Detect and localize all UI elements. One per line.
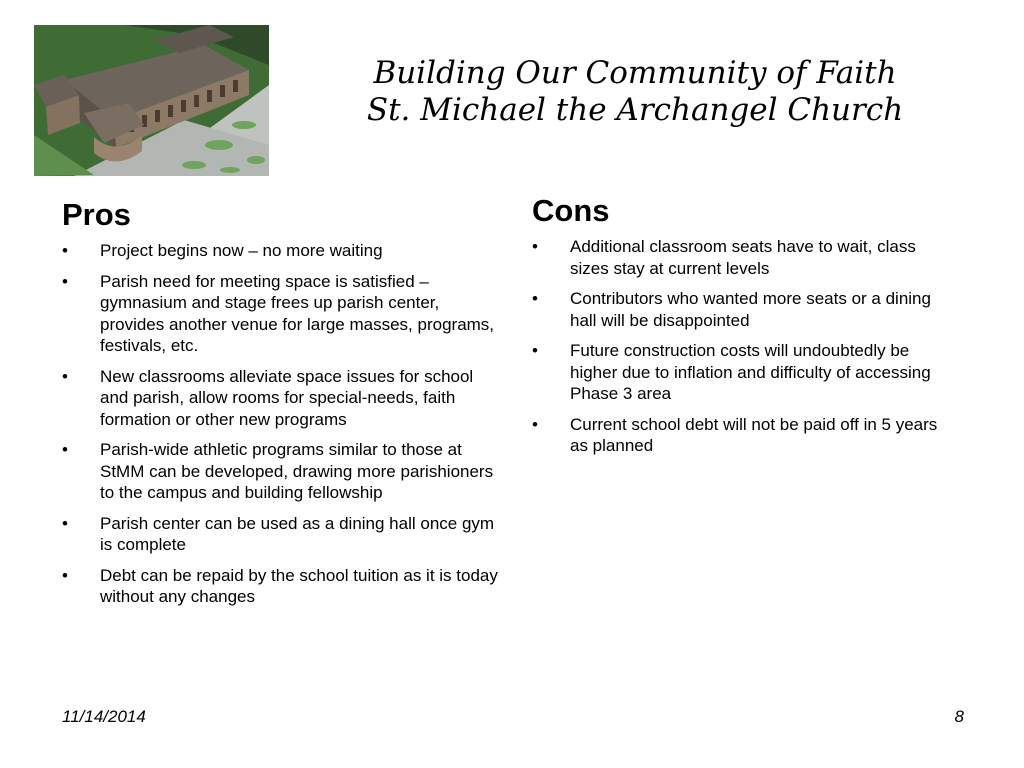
title-line-1: Building Our Community of Faith — [373, 55, 897, 91]
list-item — [532, 340, 954, 405]
pros-item-text: Parish center can be used as a dining hall once gym is complete — [100, 513, 495, 554]
church-building-image — [34, 25, 269, 176]
footer-date: 11/14/2014 — [62, 707, 146, 726]
title-line-2: St. Michael the Archangel Church — [366, 92, 904, 128]
list-item — [62, 565, 498, 608]
list-item — [532, 236, 954, 279]
pros-list — [62, 240, 498, 617]
bullet-icon: • — [532, 341, 538, 360]
pros-heading: Pros — [62, 197, 131, 232]
cons-heading: Cons — [532, 193, 610, 228]
pros-item-text: Debt can be repaid by the school tuition as it is today without any changes — [100, 565, 498, 606]
list-item — [532, 414, 954, 457]
bullet-icon: • — [532, 414, 538, 434]
list-item — [62, 240, 498, 262]
bullet-icon: • — [62, 271, 68, 291]
bullet-icon: • — [532, 289, 538, 308]
bullet-icon: • — [532, 237, 538, 256]
bullet-icon: • — [62, 241, 68, 260]
pros-item-text: New classrooms alleviate space issues for school and parish, allow rooms for special-needs, faith formation or other new programs — [100, 366, 474, 429]
cons-item-text: Additional classroom seats have to wait, class sizes stay at current levels — [570, 237, 916, 278]
bullet-icon: • — [62, 440, 68, 459]
cons-item-text: Current school debt will not be paid off in 5 years as planned — [570, 414, 938, 455]
list-item — [532, 288, 954, 331]
bullet-icon: • — [62, 366, 68, 386]
list-item — [62, 513, 498, 556]
bullet-icon: • — [62, 565, 68, 585]
list-item — [62, 366, 498, 431]
pros-item-text: Parish need for meeting space is satisfied – gymnasium and stage frees up parish center, provides another venue for large masses, programs, festivals, etc. — [100, 271, 495, 355]
cons-item-text: Future construction costs will undoubtedly be higher due to inflation and difficulty of accessing Phase 3 area — [570, 341, 931, 403]
list-item — [62, 439, 498, 504]
cons-list — [532, 236, 954, 466]
pros-item-text: Project begins now – no more waiting — [100, 241, 383, 260]
slide-title — [290, 55, 980, 129]
pros-item-text: Parish-wide athletic programs similar to those at StMM can be developed, drawing more parishioners to the campus and building fellowship — [100, 440, 494, 502]
list-item — [62, 271, 498, 357]
page-number: 8 — [954, 707, 964, 726]
bullet-icon: • — [62, 513, 68, 533]
cons-item-text: Contributors who wanted more seats or a dining hall will be disappointed — [570, 289, 931, 330]
